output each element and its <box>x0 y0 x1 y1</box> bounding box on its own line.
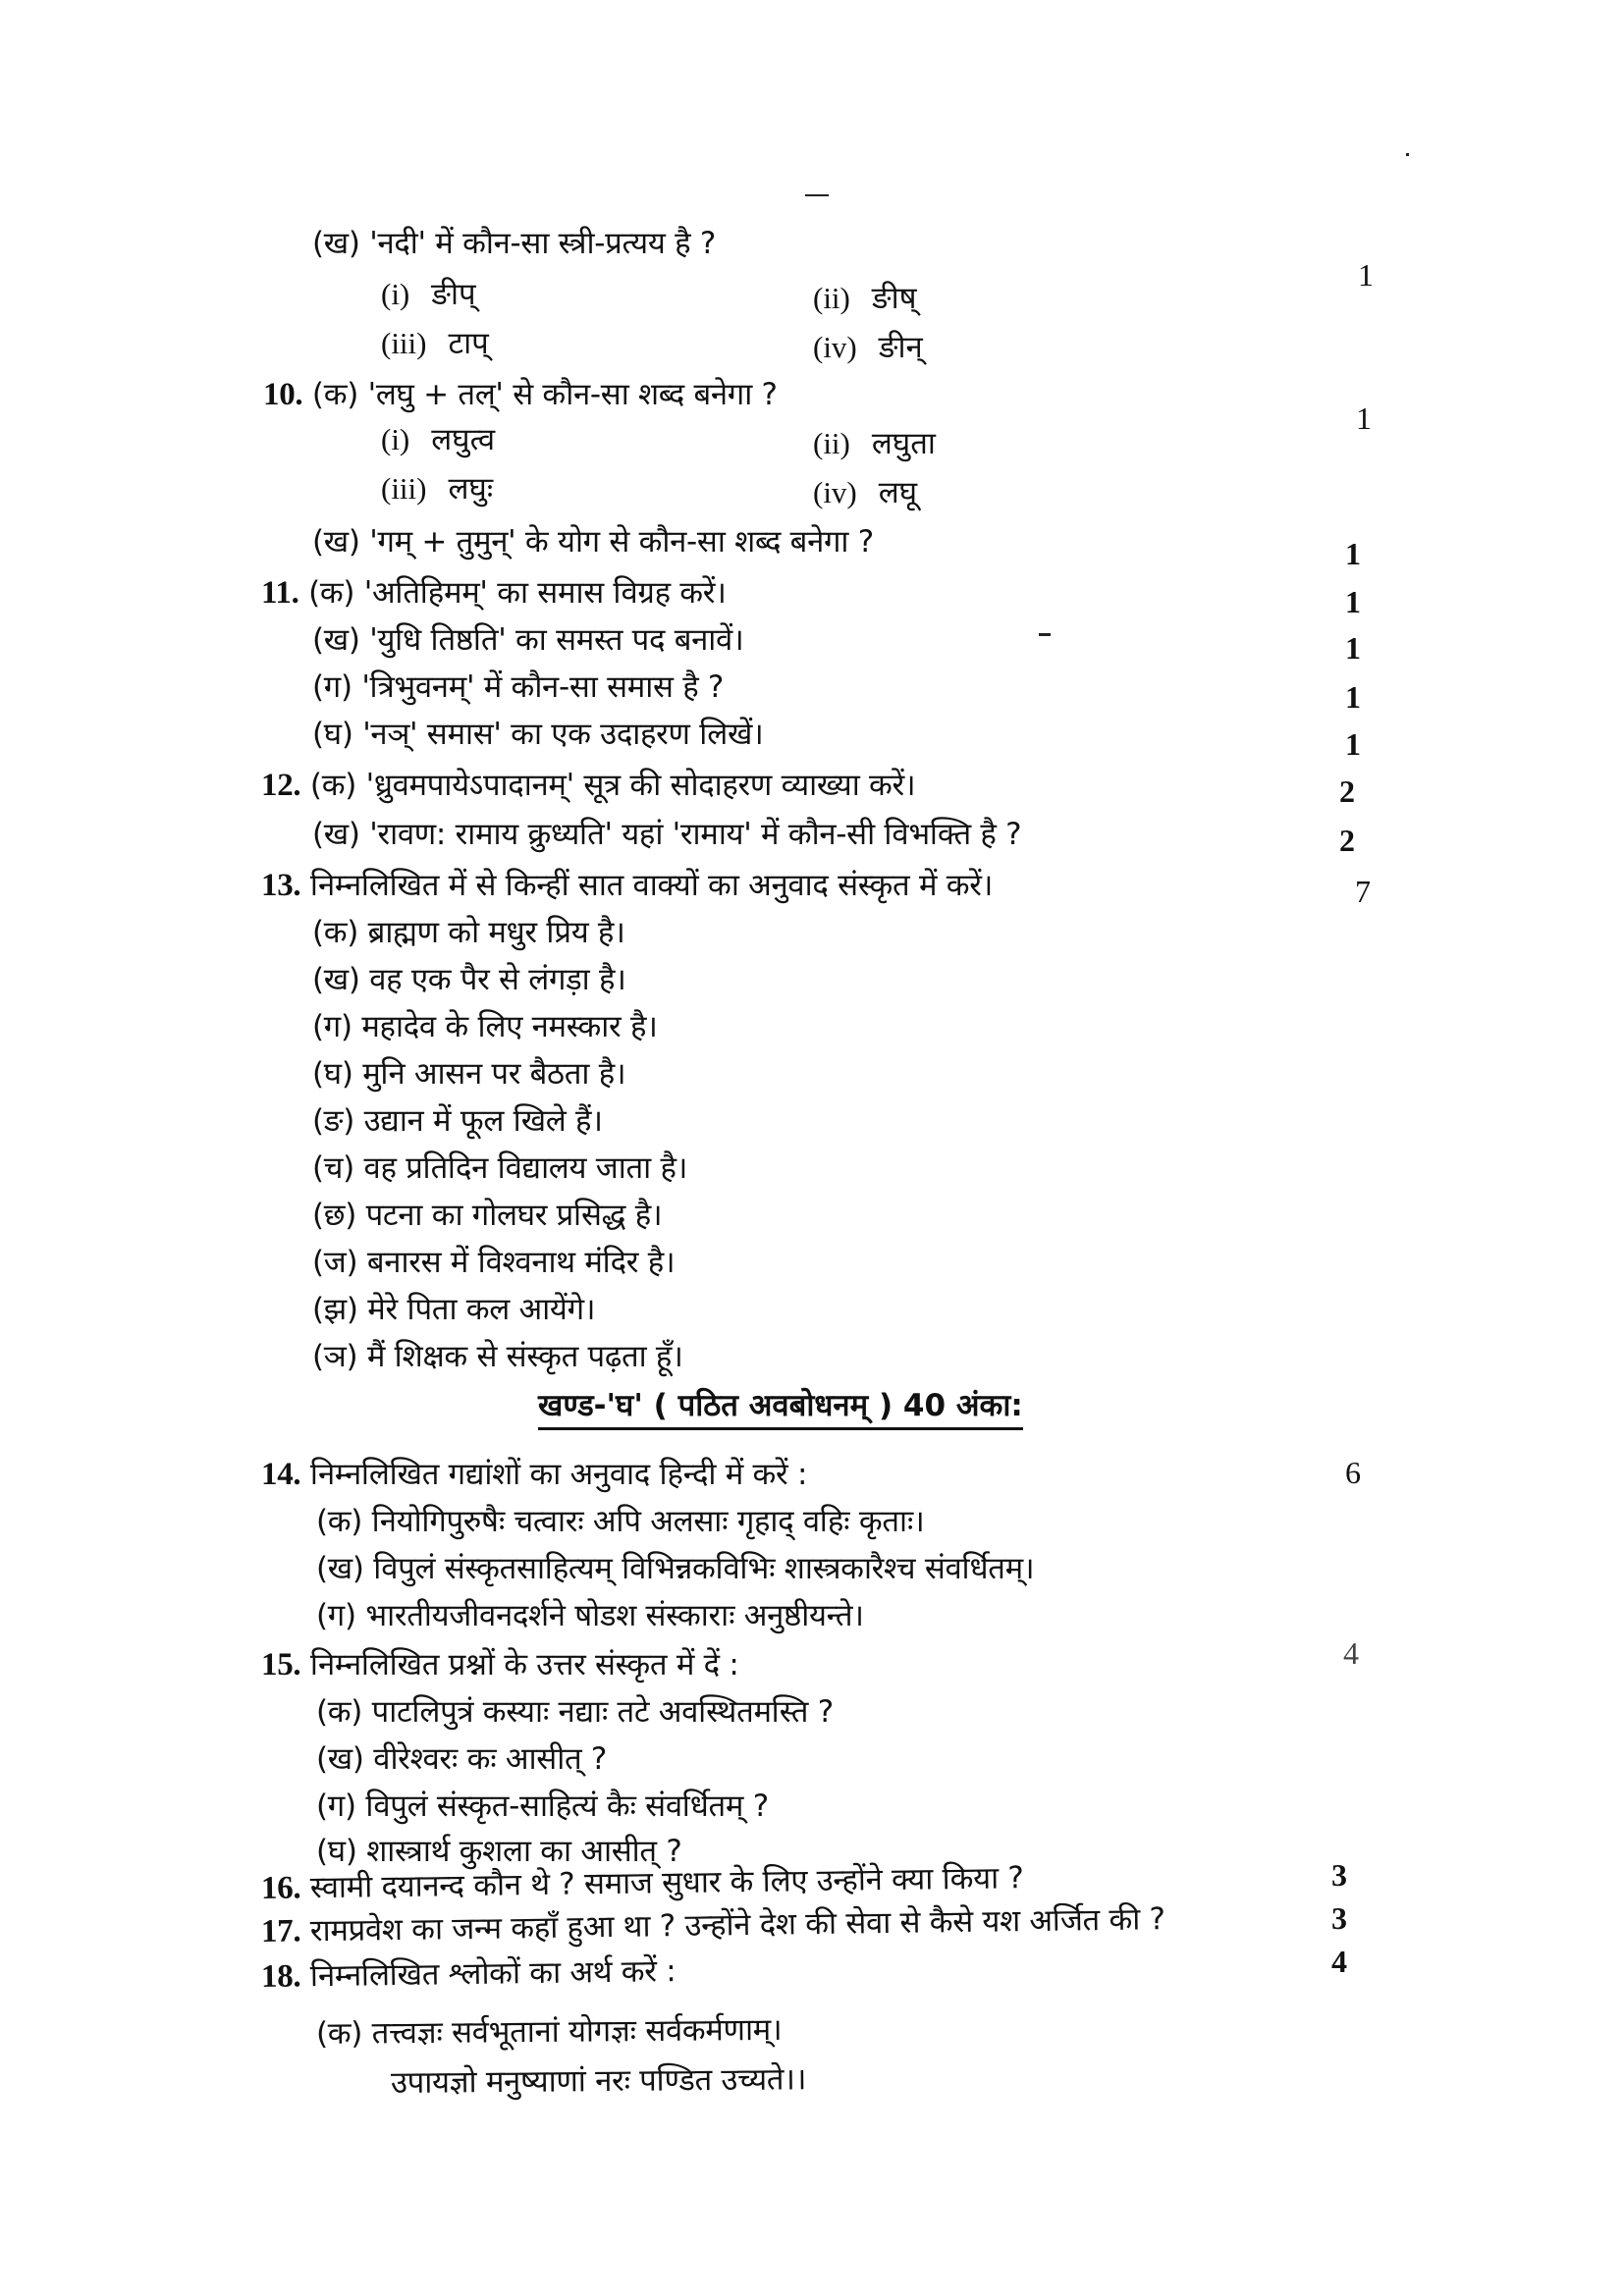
option: (i) ङीप् <box>381 277 476 312</box>
option: (iv) ङीन् <box>813 330 923 365</box>
list-item: (ग) महादेव के लिए नमस्कार है। <box>312 1009 658 1044</box>
marks: 3 <box>1331 1857 1347 1893</box>
question-number: 11. <box>261 575 299 611</box>
option: (ii) लघुता <box>813 426 936 461</box>
question-number: 13. <box>261 868 301 903</box>
list-item: (ग) विपुलं संस्कृत-साहित्यं कैः संवर्धितम् ? <box>316 1789 769 1824</box>
question-number: 18. <box>260 1958 301 1995</box>
question-text: निम्नलिखित श्लोकों का अर्थ करें : <box>309 1953 677 1995</box>
marks: 4 <box>1343 1635 1359 1671</box>
marks: 1 <box>1345 584 1361 619</box>
marks: 1 <box>1356 400 1372 436</box>
list-item: (क) नियोगिपुरुषैः चत्वारः अपि अलसाः गृहाद् वहिः कृताः। <box>316 1504 925 1539</box>
question-11a <box>261 573 727 613</box>
list-item: (च) वह प्रतिदिन विद्यालय जाता है। <box>312 1150 688 1186</box>
option: (i) लघुत्व <box>381 422 496 457</box>
sub-label: (क) <box>309 768 357 803</box>
option: (iii) लघुः <box>381 471 494 507</box>
question-10b <box>312 522 874 561</box>
question-text: 'लघु + तल्' से कौन-सा शब्द बनेगा ? <box>367 377 778 412</box>
question-text: निम्नलिखित में से किन्हीं सात वाक्यों का अनुवाद संस्कृत में करें। <box>309 868 994 903</box>
list-item: (घ) शास्त्रार्थ कुशला का आसीत् ? <box>316 1834 682 1869</box>
sub-label: (घ) <box>312 717 353 752</box>
question-12a <box>261 766 915 805</box>
question-text: 'अतिहिमम्' का समास विग्रह करें। <box>363 575 727 611</box>
marks: 2 <box>1339 823 1355 858</box>
option: (iv) लघू <box>813 475 918 510</box>
section-heading: खण्ड-'घ' ( पठित अवबोधनम् ) 40 अंका: <box>538 1386 1023 1430</box>
question-13 <box>261 866 993 905</box>
marks: 7 <box>1355 874 1371 909</box>
marks: 1 <box>1345 536 1361 571</box>
marks: 4 <box>1331 1944 1347 1979</box>
verse-line: (क) तत्त्वज्ञः सर्वभूतानां योगज्ञः सर्वकर्मणाम्। <box>315 2011 783 2052</box>
marks: 1 <box>1345 726 1361 762</box>
list-item: (छ) पटना का गोलघर प्रसिद्ध है। <box>312 1198 663 1233</box>
list-item: (ङ) उद्यान में फूल खिले हैं। <box>312 1103 603 1139</box>
question-number: 12. <box>261 768 301 803</box>
question-18 <box>261 1951 677 1997</box>
question-15 <box>261 1645 739 1684</box>
question-10a <box>263 375 778 414</box>
question-text: स्वामी दयानन्द कौन थे ? समाज सुधार के लिए उन्होंने क्या किया ? <box>309 1860 1024 1906</box>
question-text: 'नदी' में कौन-सा स्त्री-प्रत्यय है ? <box>369 226 716 261</box>
question-number: 14. <box>261 1457 301 1492</box>
sub-label: (ख) <box>312 622 360 658</box>
sub-label: (ख) <box>312 226 360 261</box>
list-item: (ज) बनारस में विश्वनाथ मंदिर है। <box>312 1245 676 1280</box>
question-number: 16. <box>260 1870 301 1906</box>
question-text: 'रावण: रामाय क्रुध्यति' यहां 'रामाय' में कौन-सी विभक्ति है ? <box>369 817 1022 852</box>
question-14 <box>261 1455 807 1494</box>
marks: 1 <box>1358 257 1374 293</box>
list-item: (क) ब्राह्मण को मधुर प्रिय है। <box>312 915 625 950</box>
marks: 1 <box>1345 630 1361 666</box>
scan-mark <box>1039 633 1051 636</box>
list-item: (ख) विपुलं संस्कृतसाहित्यम् विभिन्नकविभिः शास्त्रकारैश्च संवर्धितम्। <box>316 1551 1035 1586</box>
option: (iii) टाप् <box>381 326 489 361</box>
question-17 <box>261 1899 1165 1951</box>
list-item: (ग) भारतीयजीवनदर्शने षोडश संस्काराः अनुष्ठीयन्ते। <box>316 1598 864 1633</box>
question-11b <box>312 620 743 660</box>
question-11c <box>312 667 724 707</box>
option: (ii) ङीष् <box>813 281 917 316</box>
verse-line: उपायज्ञो मनुष्याणां नरः पण्डित उच्यते।। <box>390 2061 807 2101</box>
question-11d <box>312 715 763 754</box>
question-number: 17. <box>260 1913 301 1949</box>
marks: 6 <box>1345 1455 1361 1490</box>
list-item: (ख) वह एक पैर से लंगड़ा है। <box>312 962 626 997</box>
question-number: 15. <box>261 1647 301 1682</box>
scan-mark <box>1406 153 1409 156</box>
question-number: 10. <box>263 377 303 412</box>
sub-label: (ख) <box>312 817 360 852</box>
question-12b <box>312 815 1021 854</box>
list-item: (ञ) मैं शिक्षक से संस्कृत पढ़ता हूँ। <box>312 1339 683 1374</box>
question-9b <box>312 224 716 263</box>
marks: 1 <box>1345 679 1361 715</box>
list-item: (घ) मुनि आसन पर बैठता है। <box>312 1056 626 1092</box>
list-item: (झ) मेरे पिता कल आयेंगे। <box>312 1292 596 1327</box>
list-item: (क) पाटलिपुत्रं कस्याः नद्याः तटे अवस्थितमस्ति ? <box>316 1694 834 1730</box>
question-text: रामप्रवेश का जन्म कहाँ हुआ था ? उन्होंने देश की सेवा से कैसे यश अर्जित की ? <box>309 1901 1165 1949</box>
question-text: 'गम् + तुमुन्' के योग से कौन-सा शब्द बनेगा ? <box>369 524 874 560</box>
list-item: (ख) वीरेश्वरः कः आसीत् ? <box>316 1741 608 1777</box>
question-text: 'त्रिभुवनम्' में कौन-सा समास है ? <box>361 669 725 705</box>
question-text: निम्नलिखित प्रश्नों के उत्तर संस्कृत में दें : <box>309 1647 739 1682</box>
question-text: 'युधि तिष्ठति' का समस्त पद बनावें। <box>369 622 744 658</box>
question-text: 'ध्रुवमपायेऽपादानम्' सूत्र की सोदाहरण व्याख्या करें। <box>365 768 916 803</box>
sub-label: (ख) <box>312 524 360 560</box>
sub-label: (क) <box>311 377 359 412</box>
marks: 2 <box>1339 774 1355 809</box>
sub-label: (ग) <box>312 669 352 705</box>
question-text: निम्नलिखित गद्यांशों का अनुवाद हिन्दी में करें : <box>309 1457 808 1492</box>
marks: 3 <box>1331 1900 1347 1936</box>
scan-mark <box>805 194 829 196</box>
question-text: 'नञ्' समास' का एक उदाहरण लिखें। <box>362 717 764 752</box>
sub-label: (क) <box>308 575 355 611</box>
